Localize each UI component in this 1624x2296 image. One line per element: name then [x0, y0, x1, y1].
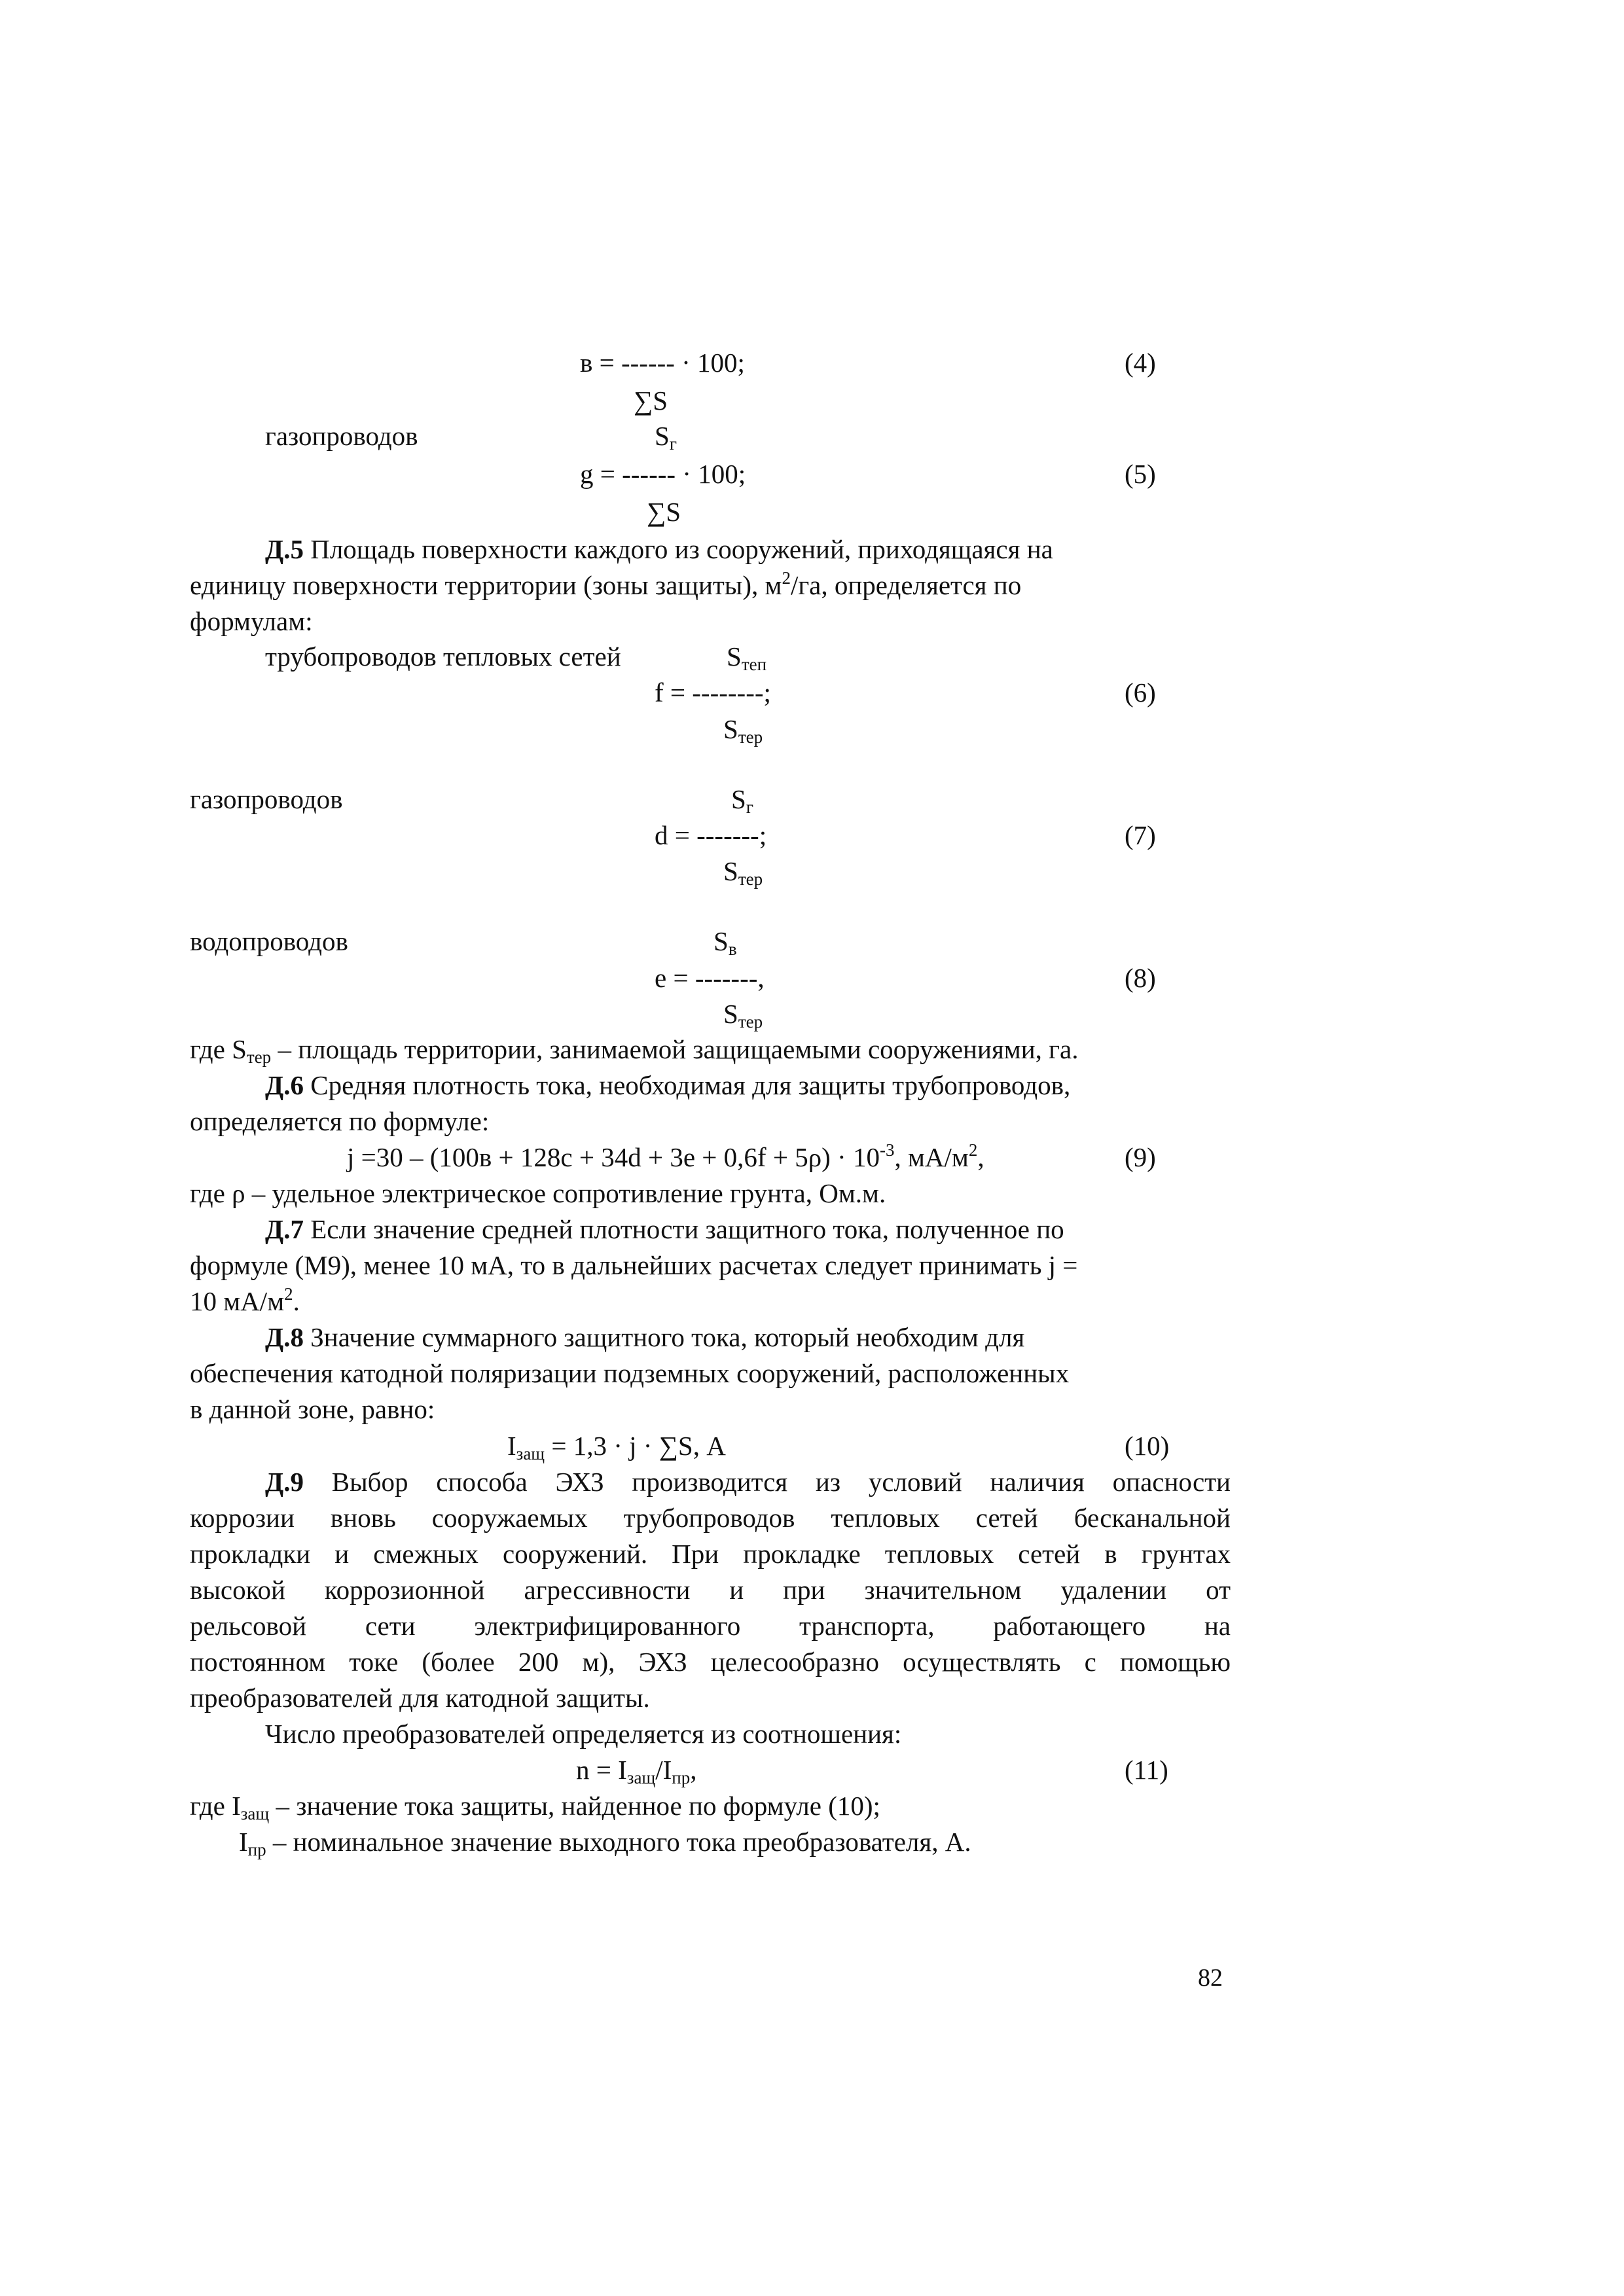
d5-line-3: формулам:	[190, 606, 313, 636]
formula-4-denominator: ∑S	[634, 386, 668, 416]
where-ster: где $S_{тер}$ – площадь территории, занимаемой защищаемыми сооружениями, га.	[190, 1034, 1079, 1067]
d9-line-1: Д.9 Выбор способа ЭХЗ производится из условий наличия опасности	[265, 1467, 1231, 1497]
where-izash: где $I_{защ}$ – значение тока защиты, найденное по формуле (10);	[190, 1791, 880, 1823]
formula-6-number: (6)	[1125, 677, 1156, 708]
d6-line-2: определяется по формуле:	[190, 1106, 490, 1136]
d9-line-7: преобразователей для катодной защиты.	[190, 1683, 650, 1713]
formula-8-denominator: $S_{тер}$	[723, 999, 763, 1031]
formula-7-denominator: $S_{тер}$	[723, 856, 763, 889]
d7-line-1: Д.7 Если значение средней плотности защитного тока, полученное по	[265, 1214, 1064, 1244]
d8-line-1: Д.8 Значение суммарного защитного тока, который необходим для	[265, 1322, 1025, 1352]
formula-11: $n = I_{защ}/I_{пр}$,	[576, 1755, 697, 1787]
d9-line-6: постоянном токе (более 200 м), ЭХЗ целесообразно осуществлять с помощью	[190, 1647, 1231, 1677]
formula-6-denominator: $S_{тер}$	[723, 714, 763, 747]
where-rho: где ρ – удельное электрическое сопротивление грунта, Ом.м.	[190, 1178, 886, 1208]
formula-7: d = -------;	[655, 820, 767, 850]
d9-line-4: высокой коррозионной агрессивности и при значительном удалении от	[190, 1575, 1231, 1605]
formula-10: $I_{защ} = 1,3 \cdot j \cdot \sum S$, А	[507, 1431, 726, 1463]
formula-8-label: водопроводов	[190, 926, 348, 956]
formula-6-numerator: $S_{теп}$	[727, 641, 767, 674]
d8-line-2: обеспечения катодной поляризации подземных сооружений, расположенных	[190, 1358, 1070, 1388]
formula-7-numerator: $S_г$	[731, 784, 753, 817]
formula-6: f = --------;	[655, 677, 771, 708]
d6-line-1: Д.6 Средняя плотность тока, необходимая для защиты трубопроводов,	[265, 1070, 1071, 1100]
d9-line-5: рельсовой сети электрифицированного транспорта, работающего на	[190, 1611, 1231, 1641]
formula-11-number: (11)	[1125, 1755, 1168, 1785]
d8-line-3: в данной зоне, равно:	[190, 1394, 435, 1424]
formula-4-number: (4)	[1125, 348, 1156, 378]
formula-6-label: трубопроводов тепловых сетей	[265, 641, 621, 672]
formula-9-number: (9)	[1125, 1142, 1156, 1172]
formula-4: в = ------ · 100;	[580, 348, 745, 378]
formula-7-number: (7)	[1125, 820, 1156, 850]
where-ipr: $I_{пр}$ – номинальное значение выходного тока преобразователя, А.	[239, 1827, 971, 1859]
formula-5-numerator: $S_г$	[655, 421, 677, 454]
page-number: 82	[1198, 1964, 1223, 1992]
d9-line-2: коррозии вновь сооружаемых трубопроводов тепловых сетей бесканальной	[190, 1503, 1231, 1533]
d5-line-2: единицу поверхности территории (зоны защиты), $м^2/га$, определяется по	[190, 568, 1022, 600]
formula-5-denominator: ∑S	[647, 497, 681, 527]
count-intro: Число преобразователей определяется из соотношения:	[265, 1719, 902, 1749]
formula-7-label: газопроводов	[190, 784, 343, 814]
formula-8-numerator: $S_в$	[713, 926, 737, 959]
formula-8: е = -------,	[655, 963, 765, 993]
d5-line-1: Д.5 Площадь поверхности каждого из сооружений, приходящаяся на	[265, 534, 1053, 564]
d9-line-3: прокладки и смежных сооружений. При прокладке тепловых сетей в грунтах	[190, 1539, 1231, 1569]
d7-line-2: формуле (М9), менее 10 мА, то в дальнейших расчетах следует принимать j =	[190, 1250, 1078, 1280]
d7-line-3: 10 $мА/м^2$.	[190, 1284, 300, 1316]
formula-5-label: газопроводов	[265, 421, 418, 451]
formula-9: $j =30 - (100в + 128с + 34d + 3е + 0,6f + 5\rho) \cdot 10^{-3}$, $мА/м^2$,	[347, 1140, 984, 1172]
formula-5-number: (5)	[1125, 459, 1156, 489]
formula-10-number: (10)	[1125, 1431, 1170, 1461]
formula-5: g = ------ · 100;	[580, 459, 746, 489]
formula-8-number: (8)	[1125, 963, 1156, 993]
